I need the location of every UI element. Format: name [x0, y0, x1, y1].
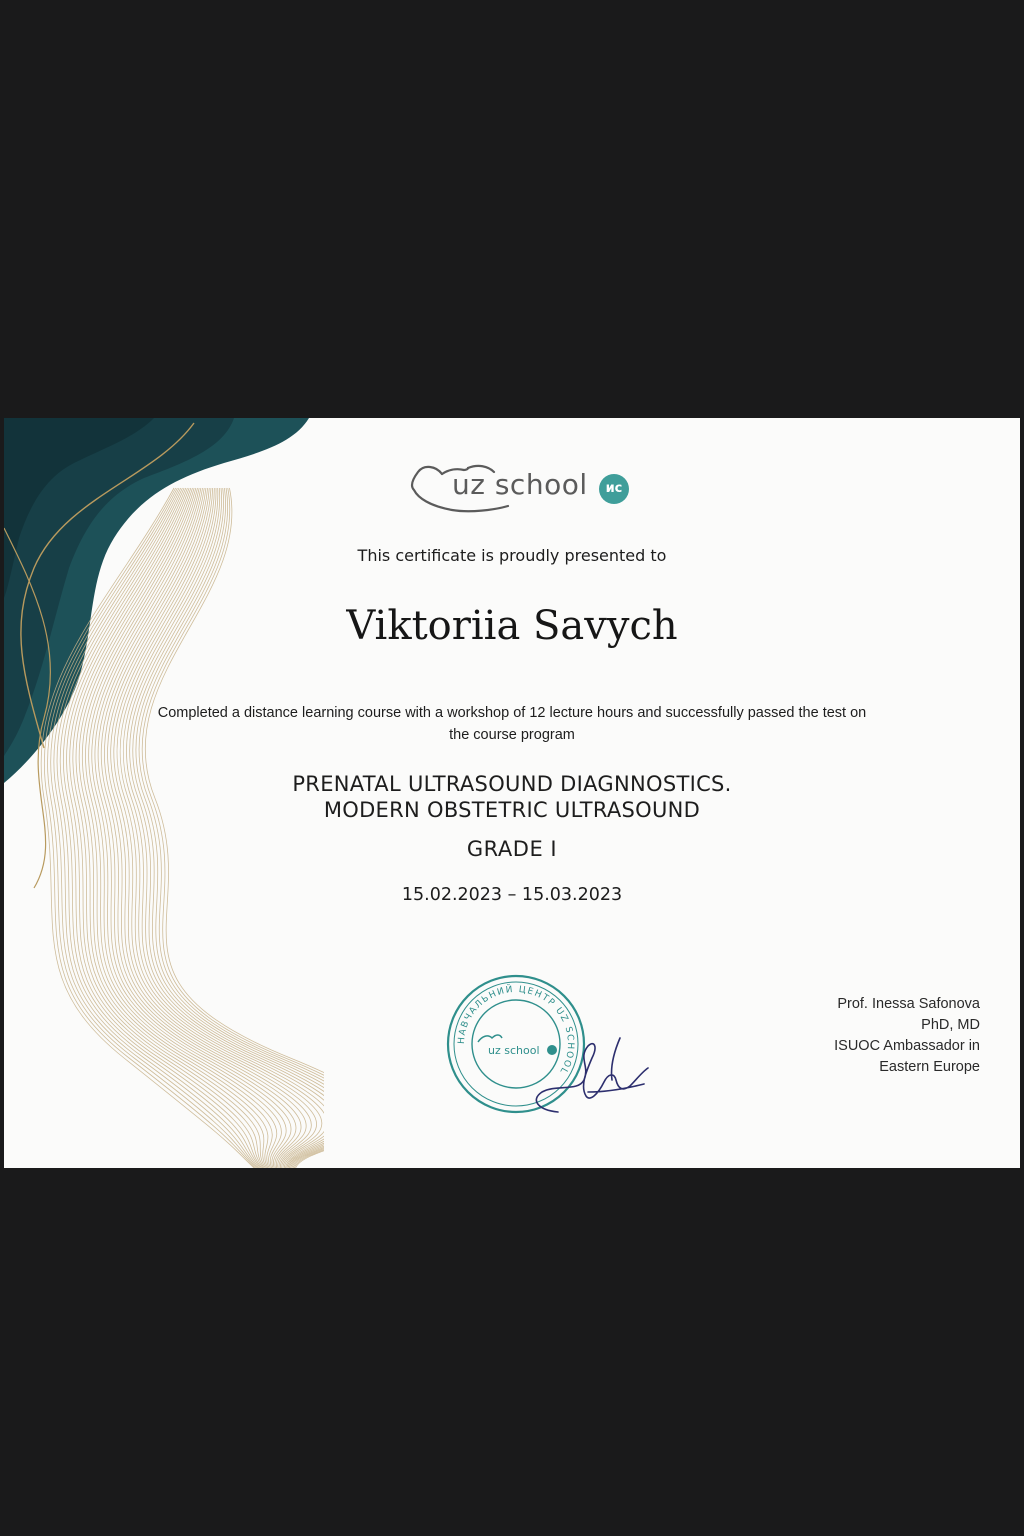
decorative-wave-line: [142, 488, 324, 1168]
decorative-wave-line: [76, 488, 268, 1168]
decorative-wave-line: [139, 488, 324, 1168]
signatory-role-line2: Eastern Europe: [879, 1059, 980, 1075]
uz-school-logo: [408, 458, 638, 518]
decorative-wave-line: [111, 488, 322, 1168]
grade-label: GRADE I: [466, 837, 558, 861]
official-stamp-with-signature: [438, 962, 678, 1122]
stamp-center-text: uz school: [488, 1044, 540, 1057]
course-title-line2: MODERN OBSTETRIC ULTRASOUND: [323, 798, 701, 822]
logo-text: uz school: [452, 468, 588, 501]
presented-line: This certificate is proudly presented to: [357, 546, 667, 565]
stamp-ring-text: НАВЧАЛЬНИЙ ЦЕНТР UZ SCHOOL: [456, 984, 576, 1077]
course-title: [124, 771, 900, 823]
certificate-card: [4, 418, 1020, 1168]
signatory-degree: PhD, MD: [921, 1017, 980, 1033]
recipient-name: Viktoriia Savych: [346, 603, 678, 649]
course-dates: 15.02.2023 – 15.03.2023: [401, 885, 623, 905]
course-title-line1: PRENATAL ULTRASOUND DIAGNNOSTICS.: [292, 772, 732, 796]
completion-text: Completed a distance learning course with a workshop of 12 lecture hours and successfully passed the test on the course program: [157, 705, 867, 743]
decorative-wave-line: [73, 488, 267, 1168]
logo-badge: ис: [599, 474, 629, 504]
signatory-name: Prof. Inessa Safonova: [837, 996, 980, 1012]
signatory-role-line1: ISUOC Ambassador in: [834, 1038, 980, 1054]
signatory-block: [740, 994, 980, 1078]
